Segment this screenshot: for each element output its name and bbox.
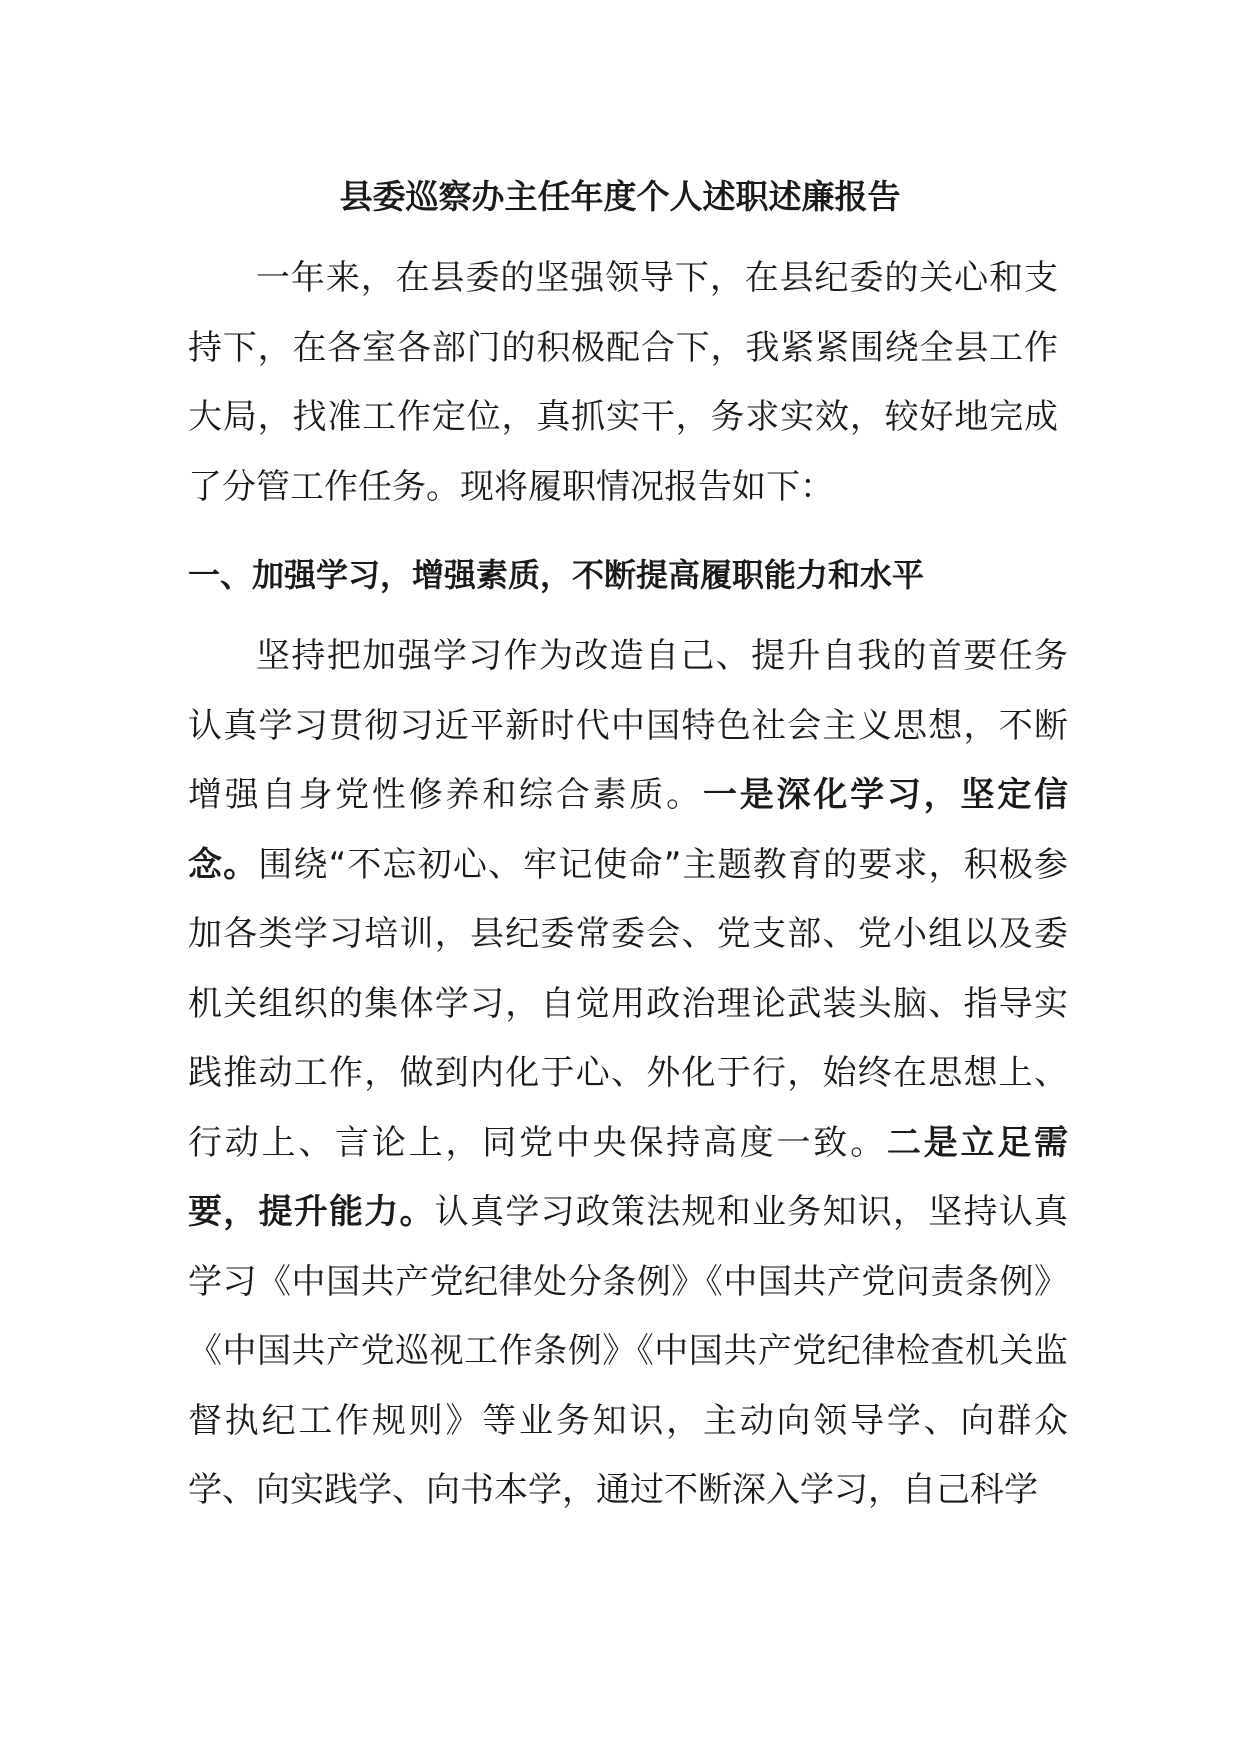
section-1-bold-point-2: 二是立足需要，提升能力。 <box>188 1122 1069 1232</box>
document-title: 县委巡察办主任年度个人述职述廉报告 <box>339 177 901 216</box>
section-1-text-part-3: 认真学习政策法规和业务知识，坚持认真学习《中国共产党纪律处分条例》《中国共产党问责条例》《中国共产党巡视工作条例》《中国共产党纪律检查机关监督执纪工作规则》等业务知识，主动向领导学、向群众学、向实践学、向书本学，通过不断深入学习，自己科学 <box>188 1192 1068 1510</box>
section-1-bold-point-1: 一是深化学习，坚定信念。 <box>188 775 1069 885</box>
section-1-text-part-1: 坚持把加强学习作为改造自己、提升自我的首要任务认真学习贯彻习近平新时代中国特色社会主义思想，不断增强自身党性修养和综合素质。 <box>188 636 1068 815</box>
section-1-paragraph <box>188 622 1068 1526</box>
section-heading-1: 一、加强学习，增强素质，不断提高履职能力和水平 <box>188 556 925 594</box>
section-1-text-part-2: 围绕“不忘初心、牢记使命”主题教育的要求，积极参加各类学习培训，县纪委常委会、党支部、党小组以及委机关组织的集体学习，自觉用政治理论武装头脑、指导实践推动工作，做到内化于心、外化于行，始终在思想上、行动上、言论上，同党中央保持高度一致。 <box>188 844 1069 1163</box>
intro-paragraph: 一年来，在县委的坚强领导下，在县纪委的关心和支持下，在各室各部门的积极配合下，我紧紧围绕全县工作大局，找准工作定位，真抓实干，务求实效，较好地完成了分管工作任务。现将履职情况报告如下： <box>188 258 1058 507</box>
